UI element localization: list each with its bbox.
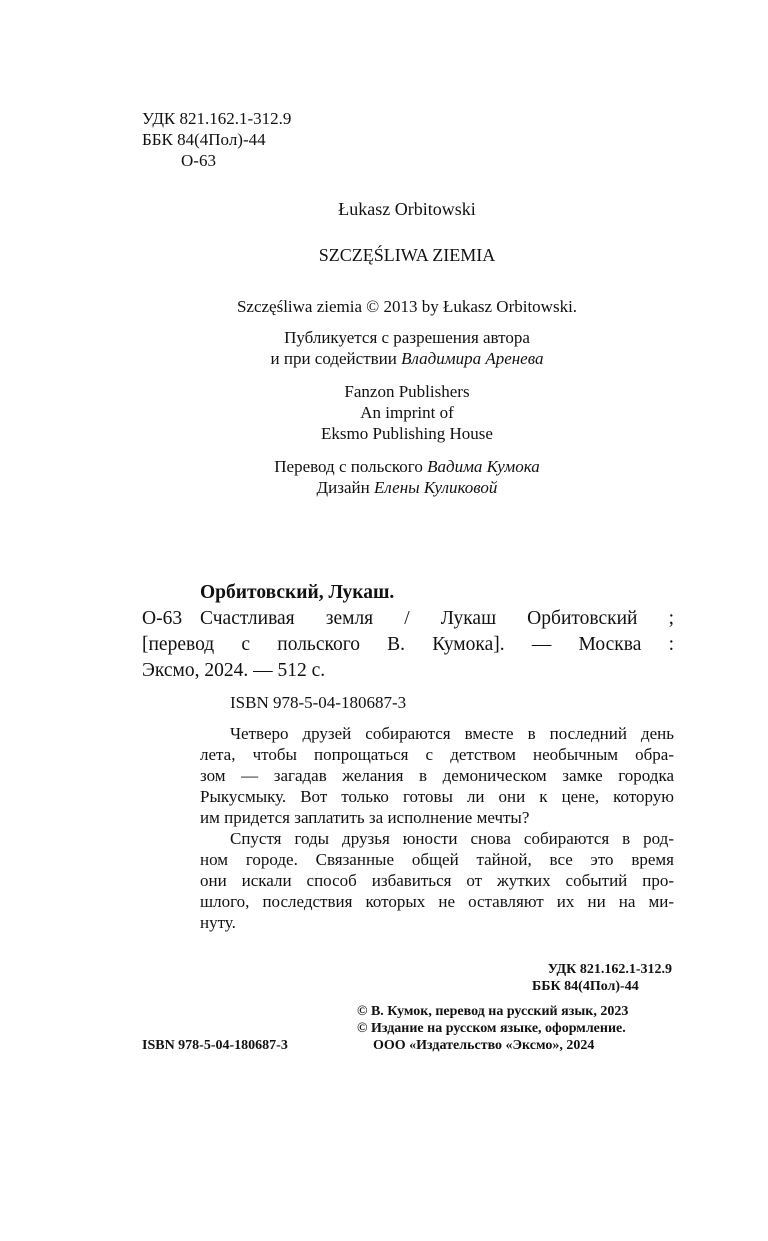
annotation-line: Рыкусмыку. Вот только готовы ли они к цене, которую	[200, 787, 674, 806]
catalog-mark: О-63	[142, 608, 183, 629]
translation-prefix: Перевод с польского	[274, 457, 428, 476]
catalog-heading: Орбитовский, Лукаш.	[200, 582, 395, 603]
annotation-line: ном городе. Связанные общей тайной, все это время	[200, 850, 674, 869]
annotation-line: лета, чтобы попрощаться с детством необычным обра-	[200, 745, 674, 764]
publisher-line-1: Fanzon Publishers	[344, 382, 470, 401]
annotation-paragraph-2	[200, 828, 674, 933]
original-title: SZCZĘŚLIWA ZIEMIA	[318, 245, 496, 265]
design-prefix: Дизайн	[316, 478, 374, 497]
publisher-line-2: An imprint of	[360, 403, 454, 422]
translator-name: Вадима Кумока	[427, 457, 540, 476]
footer-copyright-3: ООО «Издательство «Эксмо», 2024	[373, 1038, 595, 1053]
agent-name: Владимира Аренева	[401, 349, 544, 368]
annotation-line: им придется заплатить за исполнение мечты?	[200, 808, 530, 827]
udk-code: УДК 821.162.1-312.9	[142, 109, 292, 128]
translation-credit	[0, 456, 768, 477]
footer-copyright-1: © В. Кумок, перевод на русский язык, 2023	[357, 1004, 629, 1019]
footer-copyright-2: © Издание на русском языке, оформление.	[357, 1021, 626, 1036]
annotation-line: Четверо друзей собираются вместе в последний день	[230, 724, 674, 743]
permission-line-2	[0, 348, 768, 369]
catalog-isbn: ISBN 978-5-04-180687-3	[230, 693, 407, 712]
permission-prefix: и при содействии	[270, 349, 402, 368]
designer-name: Елены Куликовой	[373, 478, 498, 497]
catalog-desc-line-1: Счастливая земля / Лукаш Орбитовский ;	[200, 608, 674, 629]
original-copyright: Szczęśliwa ziemia © 2013 by Łukasz Orbitowski.	[236, 297, 578, 316]
annotation-line: зом — загадав желания в демоническом замке городка	[200, 766, 674, 785]
footer-isbn: ISBN 978-5-04-180687-3	[142, 1038, 288, 1053]
catalog-udk-right: УДК 821.162.1-312.9	[547, 962, 672, 977]
original-author: Łukasz Orbitowski	[338, 199, 476, 219]
bbk-code: ББК 84(4Пол)-44	[142, 130, 266, 149]
permission-line-1: Публикуется с разрешения автора	[284, 328, 530, 347]
catalog-desc-line-2: [перевод с польского В. Кумока]. — Москва :	[142, 634, 674, 655]
catalog-desc-line-3: Эксмо, 2024. — 512 с.	[142, 660, 326, 681]
design-credit	[0, 477, 768, 498]
catalog-bbk-right: ББК 84(4Пол)-44	[532, 979, 639, 994]
annotation-line: они искали способ избавиться от жутких событий про-	[200, 871, 674, 890]
annotation-paragraph-1	[200, 723, 674, 828]
annotation-line: нуту.	[200, 913, 236, 932]
annotation-line: Спустя годы друзья юности снова собираются в род-	[230, 829, 674, 848]
publisher-line-3: Eksmo Publishing House	[321, 424, 493, 443]
author-mark: О-63	[181, 151, 216, 170]
annotation-line: шлого, последствия которых не оставляют их ни на ми-	[200, 892, 674, 911]
